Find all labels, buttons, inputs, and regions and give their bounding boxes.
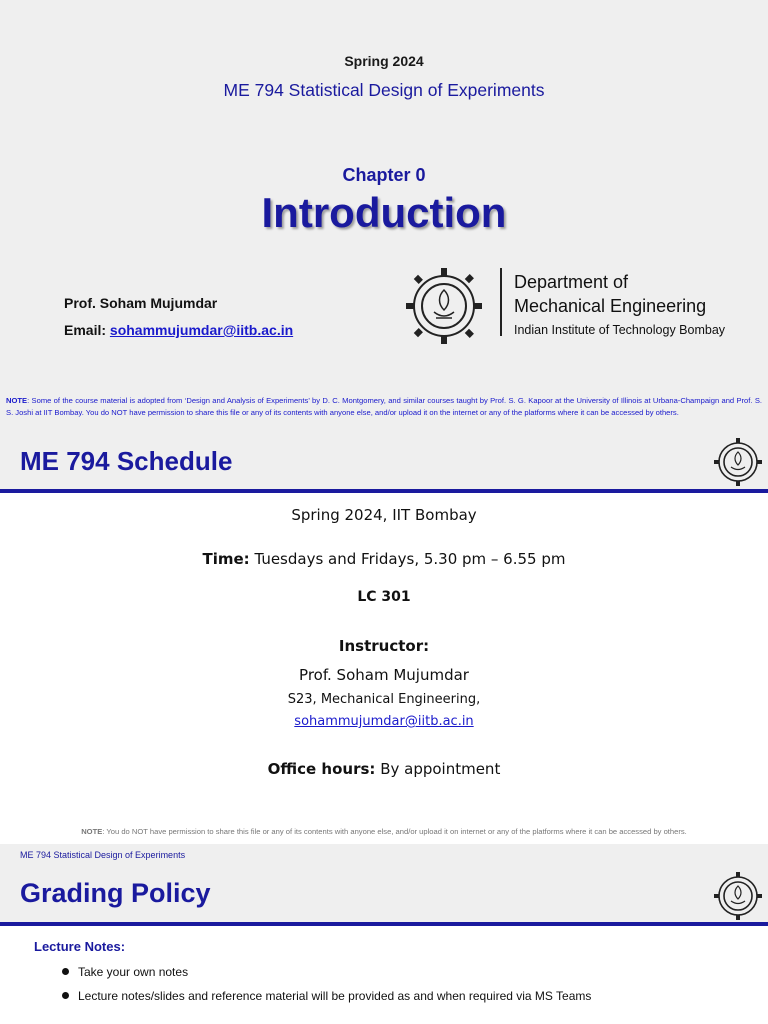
title-slide xyxy=(0,0,768,432)
instructor-office: S23, Mechanical Engineering, xyxy=(287,692,481,707)
list-item-text: Take your own notes xyxy=(78,965,189,979)
time-label: Time: xyxy=(202,550,250,568)
list-item-text: Lecture notes/slides and reference material will be provided as and when required via MS Teams xyxy=(78,989,592,1003)
list-item xyxy=(62,965,188,979)
schedule-time xyxy=(0,550,768,568)
course-title: ME 794 Statistical Design of Experiments xyxy=(223,80,545,100)
logo-divider xyxy=(500,268,502,336)
time-value: Tuesdays and Fridays, 5.30 pm – 6.55 pm xyxy=(249,550,566,568)
grading-slide xyxy=(0,844,768,1024)
slide-title: Introduction xyxy=(261,189,507,236)
slide-title: Grading Policy xyxy=(20,878,211,908)
slide-title: ME 794 Schedule xyxy=(20,446,233,476)
header-rule xyxy=(0,922,768,926)
list-item xyxy=(62,989,591,1003)
chapter-label: Chapter 0 xyxy=(342,165,426,185)
schedule-term: Spring 2024, IIT Bombay xyxy=(291,506,477,524)
bullet-icon xyxy=(62,992,69,999)
bullet-icon xyxy=(62,968,69,975)
department-name-line2: Mechanical Engineering xyxy=(514,296,707,316)
slide-header xyxy=(0,844,768,922)
instructor-email-link[interactable]: sohammujumdar@iitb.ac.in xyxy=(294,714,474,729)
schedule-slide xyxy=(0,432,768,844)
note-label: NOTE xyxy=(81,827,103,836)
schedule-room: LC 301 xyxy=(357,589,411,605)
email-label: Email: xyxy=(64,322,107,338)
office-hours-label: Office hours: xyxy=(267,760,376,778)
term-label: Spring 2024 xyxy=(344,53,424,69)
header-rule xyxy=(0,489,768,493)
section-heading: Lecture Notes: xyxy=(34,939,126,954)
iit-bombay-logo-icon xyxy=(712,436,764,488)
department-name-line1: Department of xyxy=(514,272,629,292)
professor-name: Prof. Soham Mujumdar xyxy=(64,295,218,311)
note-text: : You do NOT have permission to share this file or any of its contents with anyone else, and/or upload it on internet or any of the platforms where it can be accessed by others. xyxy=(102,827,687,836)
email-row xyxy=(64,322,293,338)
office-hours-value: By appointment xyxy=(375,760,501,778)
slide-header xyxy=(0,432,768,489)
instructor-label: Instructor: xyxy=(338,637,430,655)
email-link[interactable]: sohammujumdar@iitb.ac.in xyxy=(109,322,294,338)
institute-name: Indian Institute of Technology Bombay xyxy=(514,323,726,337)
office-hours xyxy=(0,760,768,778)
copyright-note xyxy=(6,395,762,418)
instructor-name: Prof. Soham Mujumdar xyxy=(299,666,469,684)
note-label: NOTE xyxy=(6,396,28,405)
copyright-note xyxy=(0,827,768,836)
course-label: ME 794 Statistical Design of Experiments xyxy=(20,850,186,860)
note-text: : Some of the course material is adopted from ‘Design and Analysis of Experiments’ by D. C. Montgomery, and similar courses taught by Prof. S. G. Kapoor at the University of Illinois at Urbana-Champaign and Prof. S. S. Joshi at IIT Bombay. You do NOT have permission to share this file or any of its contents with anyone else, and/or upload it on the internet or any of the platforms where it can be accessed by others. xyxy=(6,396,762,417)
iit-bombay-logo-icon xyxy=(712,870,764,922)
iit-bombay-logo-icon xyxy=(404,264,484,348)
instructor-email-row xyxy=(0,714,768,729)
